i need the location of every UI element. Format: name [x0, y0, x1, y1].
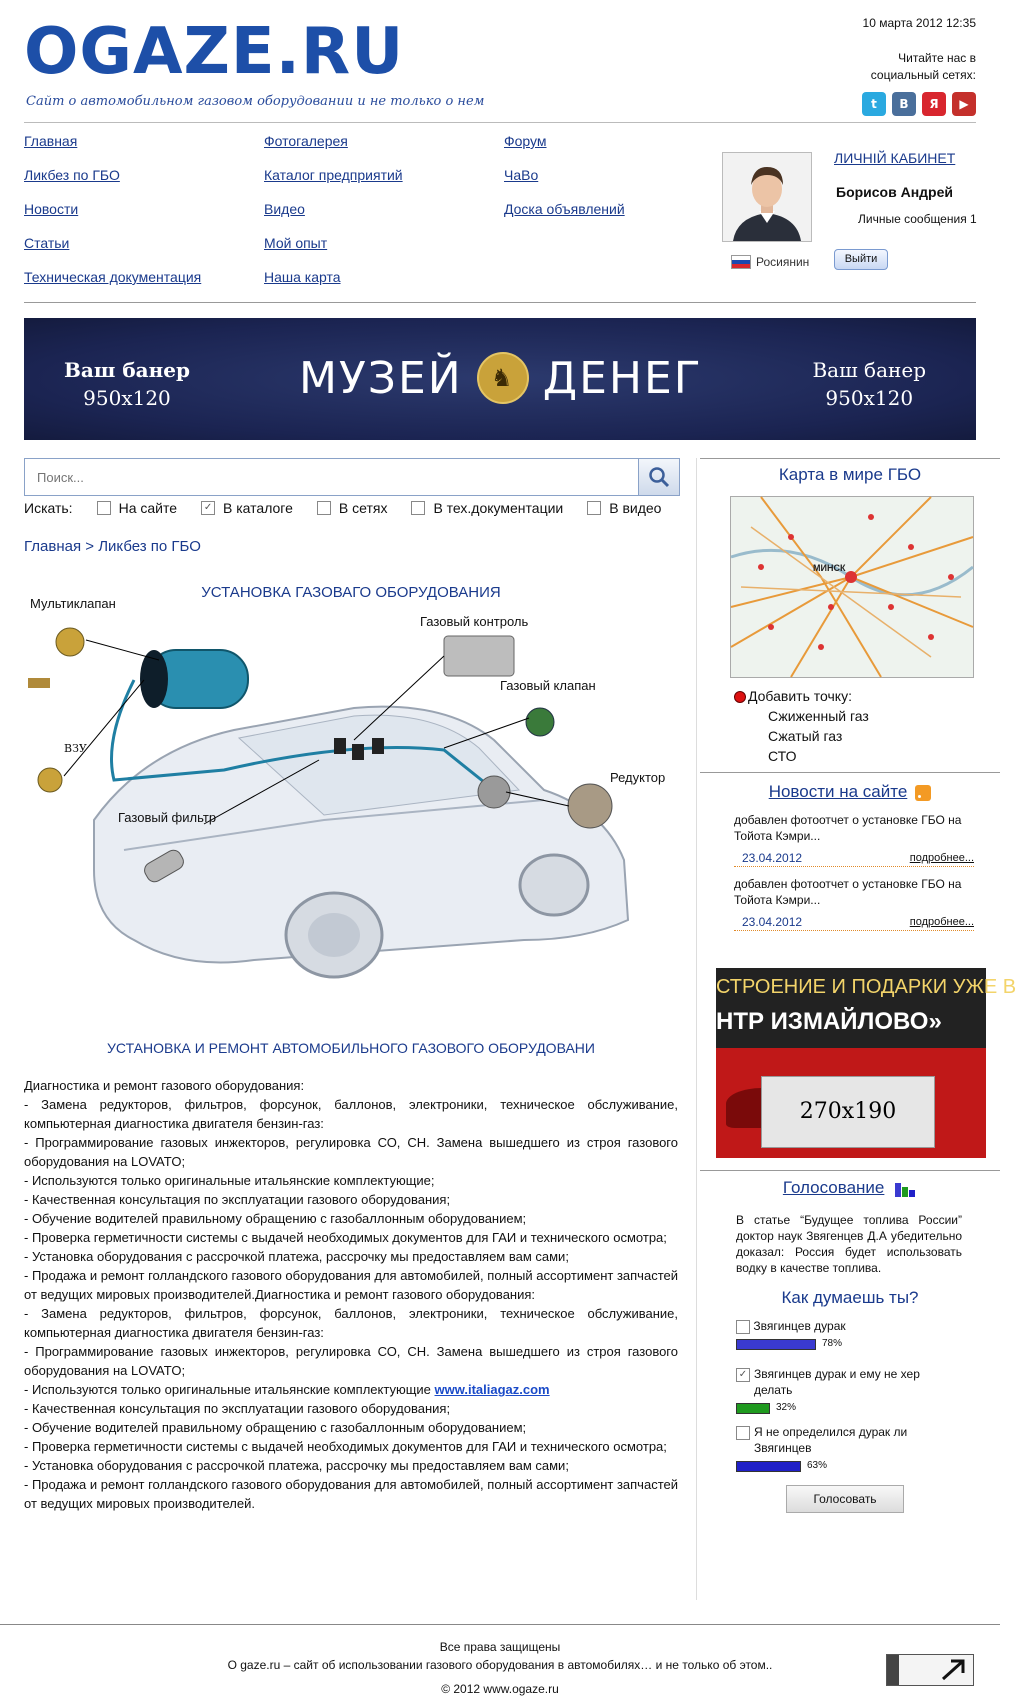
- installation-diagram: [24, 596, 678, 1020]
- point-type-cng[interactable]: Сжатый газ: [768, 728, 843, 744]
- checkbox[interactable]: ✓: [201, 501, 215, 515]
- nav-link-lpg-basics[interactable]: Ликбез по ГБО: [24, 167, 120, 183]
- breadcrumb-current[interactable]: Ликбез по ГБО: [98, 538, 201, 555]
- nav-column-1: [24, 130, 201, 300]
- article-title: УСТАНОВКА ГАЗОВАГО ОБОРУДОВАНИЯ: [201, 584, 501, 601]
- search-opt-site[interactable]: На сайте: [97, 500, 177, 516]
- top-banner[interactable]: [24, 318, 976, 440]
- breadcrumb-separator: >: [85, 538, 95, 555]
- banner-right-text: Ваш банер 950x120: [812, 358, 926, 410]
- sidebar-ad-banner[interactable]: [716, 968, 1016, 1158]
- site-logo[interactable]: OGAZE.RU: [24, 15, 405, 89]
- news-text: добавлен фотоотчет о установке ГБО на Тойота Кэмри...: [734, 813, 962, 843]
- nav-link-faq[interactable]: ЧаВо: [504, 167, 539, 183]
- vote-button[interactable]: Голосовать: [786, 1485, 904, 1513]
- news-header: [700, 782, 1000, 802]
- search-opt-tech-docs[interactable]: В тех.документации: [411, 500, 563, 516]
- article-body: Диагностика и ремонт газового оборудования: - Замена редукторов, фильтров, форсунок, баллонов, электроники, техническое обслуживание, компьютерная диагностика двигателя бензин-газ: - Программирование газовых инжекторов, регулировка СО, СН. Замена вышедшего из строя газового оборудования на LOVATO; - Используются только оригинальные итальянские комплектующие; - Качественная консультация по эксплуатации газового оборудования; - Обучение водителей правильному обращению с газобаллонным оборудованием; - Проверка герметичности системы с выдачей необходимых документов для ГАИ и технического осмотра; - Установка оборудования с рассрочкой платежа, рассрочку мы предоставляем вам сами; - Продажа и ремонт голландского газового оборудования для автомобилей, полный ассортимент запчастей от ведущих мировых производителей.Диагностика и ремонт газового оборудования: - Замена редукторов, фильтров, форсунок, баллонов, электроники, техническое обслуживание, компьютерная диагностика двигателя бензин-газ: - Программирование газовых инжекторов, регулировка СО, СН. Замена вышедшего из строя газового оборудования на LOVATO; - Используются только оригинальные итальянские комплектующие www.italiagaz.com - Качественная консультация по эксплуатации газового оборудования; - Обучение водителей правильному обращению с газобаллонным оборудованием; - Проверка герметичности системы с выдачей необходимых документов для ГАИ и технического осмотра; - Установка оборудования с рассрочкой платежа, рассрочку мы предоставляем вам сами; - Продажа и ремонт голландского газового оборудования для автомобилей, полный ассортимент запчастей от ведущих мировых производителей.: [24, 1078, 678, 1511]
- checkbox[interactable]: [736, 1426, 750, 1440]
- checkbox[interactable]: [411, 501, 425, 515]
- nav-column-2: [264, 130, 403, 300]
- sidebar-separator: [700, 772, 1000, 773]
- coin-logo-icon: ♞: [477, 352, 529, 404]
- ad-size-placeholder: 270x190: [761, 1076, 935, 1148]
- map-city-label: МИНСК: [813, 563, 846, 573]
- search-input[interactable]: [25, 459, 638, 495]
- news-more-link[interactable]: подробнее...: [909, 916, 974, 928]
- poll-result-bar: [736, 1403, 770, 1414]
- poll-result-bar: [736, 1461, 801, 1472]
- bar-chart-icon: [895, 1181, 917, 1197]
- checkbox[interactable]: [587, 501, 601, 515]
- news-item: [734, 876, 974, 931]
- user-country: [731, 255, 809, 269]
- search-opt-networks[interactable]: В сетях: [317, 500, 388, 516]
- search-box: [24, 458, 680, 496]
- breadcrumb: [24, 538, 201, 555]
- add-point-label[interactable]: Добавить точку:: [748, 688, 852, 704]
- label-gas-valve: Газовый клапан: [500, 678, 596, 693]
- header-divider: [24, 122, 976, 123]
- user-name: Борисов Андрей: [836, 184, 954, 200]
- visit-counter-badge[interactable]: [886, 1654, 974, 1686]
- breadcrumb-home[interactable]: Главная: [24, 538, 82, 555]
- social-links: [862, 92, 976, 116]
- search-opt-catalog[interactable]: ✓ В каталоге: [201, 500, 293, 516]
- sidebar-separator: [700, 1170, 1000, 1171]
- logout-button[interactable]: Выйти: [834, 249, 888, 270]
- search-opt-video[interactable]: В видео: [587, 500, 661, 516]
- news-more-link[interactable]: подробнее...: [909, 852, 974, 864]
- personal-cabinet-link[interactable]: ЛИЧНІЙ КАБИНЕТ: [834, 150, 956, 166]
- news-date: 23.04.2012: [742, 851, 803, 865]
- checkbox[interactable]: [97, 501, 111, 515]
- nav-link-board[interactable]: Доска объявлений: [504, 201, 625, 217]
- label-multivalve: Мультиклапан: [30, 596, 116, 611]
- vkontakte-icon[interactable]: В: [892, 92, 916, 116]
- poll-option[interactable]: Я не определился дурак ли Звягинцев 63%: [736, 1424, 976, 1474]
- nav-link-catalog[interactable]: Каталог предприятий: [264, 167, 403, 183]
- nav-column-3: [504, 130, 625, 232]
- point-type-lpg[interactable]: Сжиженный газ: [768, 708, 869, 724]
- section-subtitle: УСТАНОВКА И РЕМОНТ АВТОМОБИЛЬНОГО ГАЗОВОГО ОБОРУДОВАНИ: [107, 1040, 595, 1056]
- point-type-service[interactable]: СТО: [768, 748, 797, 764]
- nav-link-our-map[interactable]: Наша карта: [264, 269, 341, 285]
- nav-link-forum[interactable]: Форум: [504, 133, 547, 149]
- nav-link-news[interactable]: Новости: [24, 201, 79, 217]
- add-point-section: [734, 686, 869, 766]
- banner-left-text: Ваш банер 950x120: [64, 358, 190, 410]
- ad-line-1: СТРОЕНИЕ И ПОДАРКИ УЖЕ В: [716, 976, 1016, 998]
- poll-description: В статье “Будущее топлива России” доктор наук Звягенцев Д.А убедительно доказал: Россия будет использовать водку в качестве топлива.: [736, 1213, 962, 1275]
- sidebar-separator: [700, 458, 1000, 459]
- map-marker-icon: [734, 691, 746, 703]
- banner-center-text: МУЗЕЙ ♞ ДЕНЕГ: [299, 352, 703, 404]
- poll-option[interactable]: ✓ Звягинцев дурак и ему не хер делать 32%: [736, 1366, 976, 1416]
- rss-icon[interactable]: [915, 785, 931, 801]
- poll-title[interactable]: Голосование: [782, 1178, 885, 1197]
- news-date: 23.04.2012: [742, 915, 803, 929]
- news-item: [734, 812, 974, 867]
- site-tagline: Сайт о автомобильном газовом оборудовании и не только о нем: [26, 94, 485, 109]
- counter-arrow-icon: [887, 1655, 973, 1685]
- sidebar-divider: [696, 458, 697, 1600]
- yandex-icon[interactable]: Я: [922, 92, 946, 116]
- russia-flag-icon: [731, 255, 751, 269]
- lpg-map[interactable]: [730, 496, 974, 678]
- nav-link-gallery[interactable]: Фотогалерея: [264, 133, 348, 149]
- poll-option[interactable]: Звягинцев дурак 78%: [736, 1318, 976, 1352]
- label-vzu: ВЗУ: [64, 742, 87, 755]
- footer-copyright: © 2012 www.ogaze.ru: [441, 1682, 559, 1696]
- search-scope-label: Искать:: [24, 500, 73, 516]
- footer-divider: [0, 1624, 1000, 1625]
- map-image: [731, 497, 973, 677]
- label-gas-filter: Газовый фильтр: [118, 810, 217, 825]
- news-title[interactable]: Новости на сайте: [768, 782, 908, 801]
- search-icon: [648, 466, 670, 488]
- person-icon: [723, 153, 811, 241]
- search-scope-options: [24, 500, 675, 516]
- country-label: Росиянин: [756, 255, 810, 269]
- user-avatar[interactable]: [722, 152, 812, 242]
- label-reducer: Редуктор: [610, 770, 666, 785]
- footer-rights: Все права защищены: [439, 1640, 561, 1654]
- nav-link-home[interactable]: Главная: [24, 133, 78, 149]
- ad-line-2: НТР ИЗМАЙЛОВО»: [716, 1008, 942, 1035]
- nav-link-my-experience[interactable]: Мой опыт: [264, 235, 328, 251]
- map-title[interactable]: Карта в мире ГБО: [778, 465, 922, 484]
- nav-divider: [24, 302, 976, 303]
- poll-header: [700, 1178, 1000, 1198]
- checkbox[interactable]: [736, 1320, 750, 1334]
- social-caption: Читайте нас в социальный сетях:: [870, 51, 976, 82]
- youtube-icon[interactable]: ▶: [952, 92, 976, 116]
- nav-link-video[interactable]: Видео: [264, 201, 305, 217]
- italiagaz-link[interactable]: www.italiagaz.com: [434, 1382, 550, 1397]
- twitter-icon[interactable]: t: [862, 92, 886, 116]
- label-gas-control: Газовый контроль: [420, 614, 529, 629]
- news-text: добавлен фотоотчет о установке ГБО на Тойота Кэмри...: [734, 877, 962, 907]
- nav-link-tech-docs[interactable]: Техническая документация: [24, 269, 202, 285]
- poll-question: Как думаешь ты?: [781, 1288, 919, 1307]
- checkbox[interactable]: ✓: [736, 1368, 750, 1382]
- search-button[interactable]: [638, 459, 679, 495]
- current-datetime: 10 марта 2012 12:35: [862, 16, 976, 30]
- private-messages[interactable]: Личные сообщения 1: [858, 212, 977, 226]
- footer-about: О gaze.ru – сайт об использовании газового оборудования в автомобилях… и не только об этом..: [227, 1658, 773, 1672]
- checkbox[interactable]: [317, 501, 331, 515]
- poll-result-bar: [736, 1339, 816, 1350]
- nav-link-articles[interactable]: Статьи: [24, 235, 70, 251]
